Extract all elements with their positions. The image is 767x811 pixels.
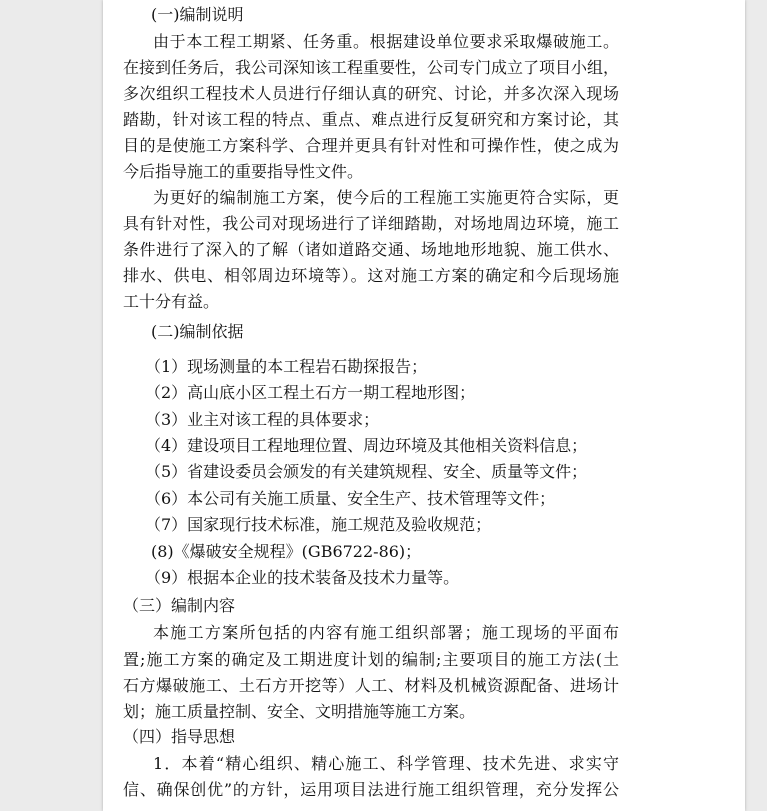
list-item: （1）现场测量的本工程岩石勘探报告； — [145, 357, 428, 376]
paragraph-line: 踏勘，针对该工程的特点、重点、难点进行反复研究和方案讨论，其 — [123, 110, 619, 129]
paragraph-line: 目的是使施工方案科学、合理并更具有针对性和可操作性，使之成为 — [123, 136, 619, 155]
paragraph-line: 由于本工程工期紧、任务重。根据建设单位要求采取爆破施工。 — [153, 32, 619, 51]
paragraph-line: 多次组织工程技术人员进行仔细认真的研究、讨论，并多次深入现场 — [123, 84, 619, 103]
paragraph-line: 今后指导施工的重要指导性文件。 — [123, 162, 364, 181]
paragraph-line: 本施工方案所包括的内容有施工组织部署；施工现场的平面布 — [153, 623, 619, 642]
section-heading: (一)编制说明 — [151, 5, 244, 24]
list-item: （9）根据本企业的技术装备及技术力量等。 — [145, 568, 460, 587]
paragraph-line: 信、确保创优”的方针，运用项目法进行施工组织管理，充分发挥公 — [123, 780, 619, 799]
list-item: (8)《爆破安全规程》(GB6722-86)； — [151, 542, 422, 561]
section-heading: （三）编制内容 — [123, 596, 236, 615]
list-item: （5）省建设委员会颁发的有关建筑规程、安全、质量等文件； — [145, 462, 588, 481]
paragraph-line: 排水、供电、相邻周边环境等）。这对施工方案的确定和今后现场施 — [123, 266, 619, 285]
paragraph-line: 石方爆破施工、土石方开挖等）人工、材料及机械资源配备、进场计 — [123, 676, 619, 695]
paragraph-line: 为更好的编制施工方案，使今后的工程施工实施更符合实际，更 — [153, 188, 619, 207]
paragraph-line: 工十分有益。 — [123, 292, 220, 311]
list-item: （4）建设项目工程地理位置、周边环境及其他相关资料信息； — [145, 436, 588, 455]
paragraph-line: 在接到任务后，我公司深知该工程重要性，公司专门成立了项目小组， — [123, 58, 620, 77]
paragraph-line: 具有针对性，我公司对现场进行了详细踏勘，对场地周边环境，施工 — [123, 214, 619, 233]
document-page — [103, 0, 745, 811]
paragraph-line: 置;施工方案的确定及工期进度计划的编制;主要项目的施工方法(土 — [123, 650, 619, 669]
list-item: （7）国家现行技术标准，施工规范及验收规范； — [145, 515, 492, 534]
paragraph-line: 1．本着“精心组织、精心施工、科学管理、技术先进、求实守 — [153, 754, 619, 773]
paragraph-line: 条件进行了深入的了解（诸如道路交通、场地地形地貌、施工供水、 — [123, 240, 619, 259]
list-item: （3）业主对该工程的具体要求； — [145, 410, 380, 429]
list-item: （2）高山底小区工程土石方一期工程地形图； — [145, 383, 476, 402]
paragraph-line: 划；施工质量控制、安全、文明措施等施工方案。 — [123, 702, 476, 721]
list-item: （6）本公司有关施工质量、安全生产、技术管理等文件； — [145, 489, 556, 508]
section-heading: （四）指导思想 — [123, 727, 236, 746]
section-heading: (二)编制依据 — [151, 322, 244, 341]
